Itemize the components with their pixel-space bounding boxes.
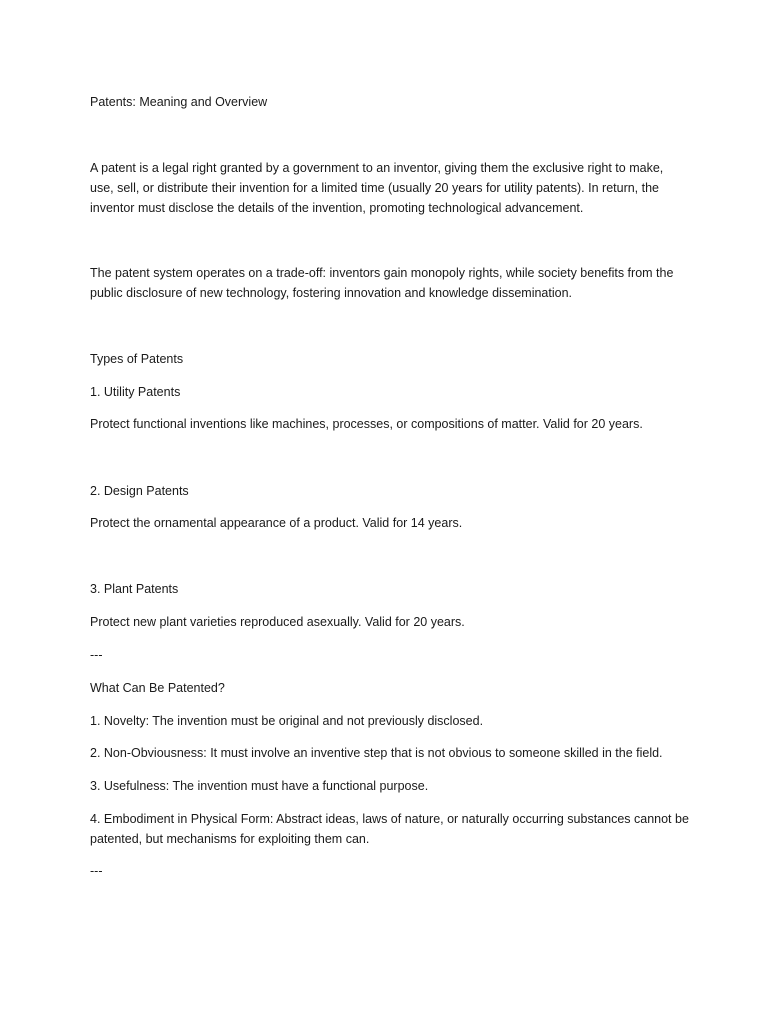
section-separator-end: --- <box>90 864 103 878</box>
design-patents-description: Protect the ornamental appearance of a product. Valid for 14 years. <box>90 516 463 530</box>
section-separator: --- <box>90 648 103 662</box>
criterion-novelty: 1. Novelty: The invention must be original and not previously disclosed. <box>90 714 484 728</box>
utility-patents-description: Protect functional inventions like machines, processes, or compositions of matter. Valid for 20 years. <box>90 417 643 431</box>
tradeoff-paragraph: The patent system operates on a trade-off: inventors gain monopoly rights, while society benefits from the public disclosure of new technology, fostering innovation and knowledge dissemination. <box>90 266 674 300</box>
criterion-usefulness: 3. Usefulness: The invention must have a functional purpose. <box>90 779 429 793</box>
design-patents-heading: 2. Design Patents <box>90 484 189 498</box>
types-heading: Types of Patents <box>90 352 184 366</box>
document-title: Patents: Meaning and Overview <box>90 95 268 109</box>
utility-patents-heading: 1. Utility Patents <box>90 385 181 399</box>
plant-patents-description: Protect new plant varieties reproduced asexually. Valid for 20 years. <box>90 615 465 629</box>
criterion-non-obviousness: 2. Non-Obviousness: It must involve an inventive step that is not obvious to someone skilled in the field. <box>90 746 663 760</box>
plant-patents-heading: 3. Plant Patents <box>90 582 179 596</box>
criterion-embodiment: 4. Embodiment in Physical Form: Abstract ideas, laws of nature, or naturally occurring substances cannot be patented, but mechanisms for exploiting them can. <box>90 812 689 846</box>
intro-paragraph: A patent is a legal right granted by a government to an inventor, giving them the exclusive right to make, use, sell, or distribute their invention for a limited time (usually 20 years for utility patents). In return, the inventor must disclose the details of the invention, promoting technological advancement. <box>90 161 664 215</box>
patentable-heading: What Can Be Patented? <box>90 681 225 695</box>
